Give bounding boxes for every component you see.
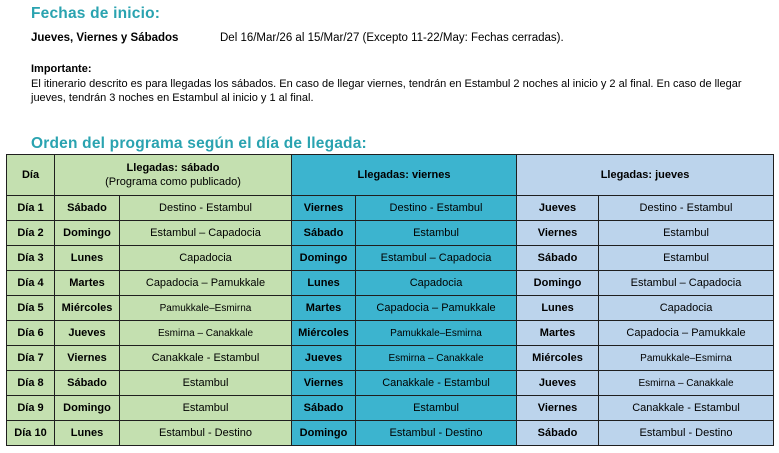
viernes-route-cell: Estambul <box>356 396 517 421</box>
sabado-day-cell: Viernes <box>55 346 120 371</box>
viernes-day-cell: Jueves <box>292 346 356 371</box>
sabado-route-cell: Estambul – Capadocia <box>120 221 292 246</box>
sabado-route-cell: Esmirna – Canakkale <box>120 321 292 346</box>
header-sabado-sub: (Programa como publicado) <box>105 176 241 188</box>
table-row <box>7 221 774 246</box>
sabado-route-cell: Pamukkale–Esmirna <box>120 296 292 321</box>
sabado-day-cell: Domingo <box>55 396 120 421</box>
sabado-day-cell: Sábado <box>55 196 120 221</box>
viernes-route-cell: Esmirna – Canakkale <box>356 346 517 371</box>
viernes-route-cell: Estambul - Destino <box>356 421 517 446</box>
sabado-day-cell: Miércoles <box>55 296 120 321</box>
jueves-day-cell: Martes <box>517 321 599 346</box>
sabado-route-cell: Destino - Estambul <box>120 196 292 221</box>
sabado-route-cell: Estambul <box>120 396 292 421</box>
jueves-route-cell: Capadocia <box>599 296 774 321</box>
sabado-day-cell: Lunes <box>55 246 120 271</box>
day-number-cell: Día 9 <box>7 396 55 421</box>
viernes-route-cell: Capadocia <box>356 271 517 296</box>
jueves-day-cell: Sábado <box>517 421 599 446</box>
table-row <box>7 396 774 421</box>
jueves-day-cell: Sábado <box>517 246 599 271</box>
sabado-route-cell: Canakkale - Estambul <box>120 346 292 371</box>
viernes-route-cell: Estambul – Capadocia <box>356 246 517 271</box>
day-number-cell: Día 3 <box>7 246 55 271</box>
viernes-day-cell: Sábado <box>292 221 356 246</box>
day-number-cell: Día 2 <box>7 221 55 246</box>
sabado-route-cell: Estambul <box>120 371 292 396</box>
viernes-route-cell: Destino - Estambul <box>356 196 517 221</box>
jueves-route-cell: Estambul <box>599 221 774 246</box>
header-sabado <box>55 155 292 196</box>
viernes-day-cell: Domingo <box>292 246 356 271</box>
viernes-day-cell: Domingo <box>292 421 356 446</box>
jueves-day-cell: Domingo <box>517 271 599 296</box>
jueves-route-cell: Capadocia – Pamukkale <box>599 321 774 346</box>
fechas-row <box>31 32 564 44</box>
viernes-day-cell: Martes <box>292 296 356 321</box>
day-number-cell: Día 8 <box>7 371 55 396</box>
table-row <box>7 271 774 296</box>
jueves-route-cell: Canakkale - Estambul <box>599 396 774 421</box>
viernes-day-cell: Miércoles <box>292 321 356 346</box>
jueves-day-cell: Miércoles <box>517 346 599 371</box>
jueves-route-cell: Pamukkale–Esmirna <box>599 346 774 371</box>
sabado-route-cell: Capadocia – Pamukkale <box>120 271 292 296</box>
jueves-day-cell: Lunes <box>517 296 599 321</box>
sabado-day-cell: Jueves <box>55 321 120 346</box>
sabado-route-cell: Capadocia <box>120 246 292 271</box>
importante-label: Importante: <box>31 63 92 75</box>
viernes-route-cell: Estambul <box>356 221 517 246</box>
sabado-day-cell: Domingo <box>55 221 120 246</box>
jueves-route-cell: Estambul <box>599 246 774 271</box>
sabado-day-cell: Sábado <box>55 371 120 396</box>
table-row <box>7 321 774 346</box>
jueves-day-cell: Viernes <box>517 396 599 421</box>
sabado-route-cell: Estambul - Destino <box>120 421 292 446</box>
header-viernes: Llegadas: viernes <box>292 155 517 196</box>
day-number-cell: Día 10 <box>7 421 55 446</box>
table-row <box>7 196 774 221</box>
viernes-route-cell: Canakkale - Estambul <box>356 371 517 396</box>
table-row <box>7 246 774 271</box>
jueves-day-cell: Jueves <box>517 196 599 221</box>
day-number-cell: Día 1 <box>7 196 55 221</box>
jueves-route-cell: Destino - Estambul <box>599 196 774 221</box>
fechas-title: Fechas de inicio: <box>31 5 161 22</box>
jueves-day-cell: Viernes <box>517 221 599 246</box>
sabado-day-cell: Lunes <box>55 421 120 446</box>
table-row <box>7 421 774 446</box>
jueves-route-cell: Esmirna – Canakkale <box>599 371 774 396</box>
importante-text: El itinerario descrito es para llegadas los sábados. En caso de llegar viernes, tendrán en Estambul 2 noches al inicio y 2 al final. En caso de llegar jueves, tendrán 3 noches en Estambul al inicio y 1 al final. <box>31 78 742 104</box>
header-dia: Día <box>7 155 55 196</box>
viernes-route-cell: Pamukkale–Esmirna <box>356 321 517 346</box>
table-row <box>7 346 774 371</box>
day-number-cell: Día 6 <box>7 321 55 346</box>
itinerary-table <box>6 154 774 446</box>
viernes-day-cell: Viernes <box>292 196 356 221</box>
jueves-day-cell: Jueves <box>517 371 599 396</box>
day-number-cell: Día 4 <box>7 271 55 296</box>
header-sabado-title: Llegadas: sábado <box>126 162 220 174</box>
table-row <box>7 371 774 396</box>
viernes-day-cell: Viernes <box>292 371 356 396</box>
sabado-day-cell: Martes <box>55 271 120 296</box>
viernes-day-cell: Lunes <box>292 271 356 296</box>
jueves-route-cell: Estambul - Destino <box>599 421 774 446</box>
fechas-label: Jueves, Viernes y Sábados <box>31 32 179 44</box>
orden-title: Orden del programa según el día de llegada: <box>31 135 367 152</box>
table-header-row <box>7 155 774 196</box>
viernes-day-cell: Sábado <box>292 396 356 421</box>
jueves-route-cell: Estambul – Capadocia <box>599 271 774 296</box>
viernes-route-cell: Capadocia – Pamukkale <box>356 296 517 321</box>
table-row <box>7 296 774 321</box>
fechas-value: Del 16/Mar/26 al 15/Mar/27 (Excepto 11-22/May: Fechas cerradas). <box>220 32 564 44</box>
day-number-cell: Día 5 <box>7 296 55 321</box>
day-number-cell: Día 7 <box>7 346 55 371</box>
header-jueves: Llegadas: jueves <box>517 155 774 196</box>
